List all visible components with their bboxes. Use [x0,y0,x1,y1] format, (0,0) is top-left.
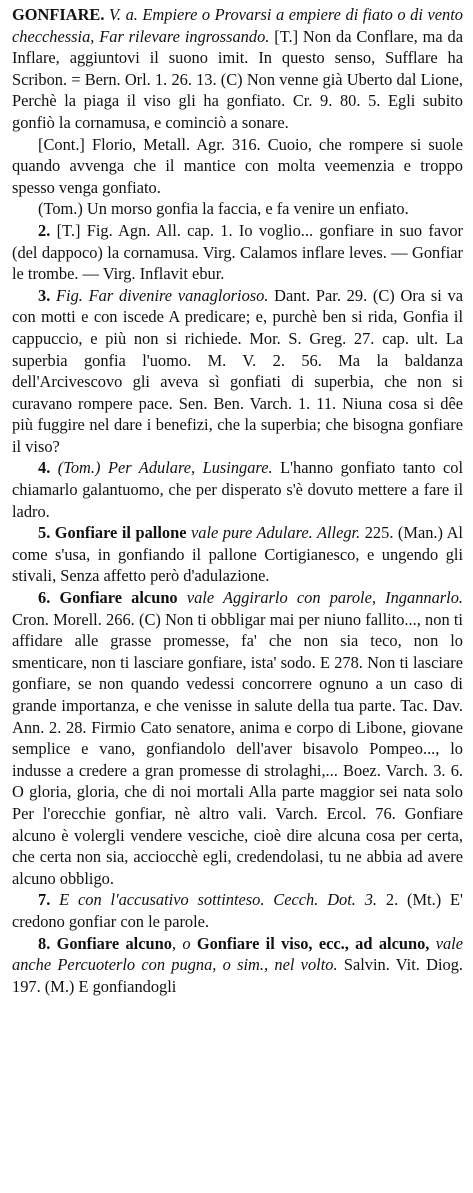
sense-definition: E con l'accusativo sottinteso. Cecch. Dot. 3. [50,890,378,910]
sense-lead: 5. Gonfiare il pallone [38,523,187,543]
sense-connector: , o [171,933,197,953]
sense-text: 225. (Man.) Al come s'usa, in gonfiando il pallone Cortigianesco, e ungendo gli stivali, Senza affetto però d'adulazione. [12,523,463,586]
sense-2 [12,220,463,285]
sense-lead-alt: Gonfiare il viso, ecc., ad alcuno, [196,933,430,953]
citation-florio [12,134,463,199]
sense-text: Cron. Morell. 266. (C) Non ti obbligar mai per niuno fallito..., non ti affidare alle grasse promesse, fa' che non sia teco, non lo smenticare, non ti lasciare gonfiare, ista' sodo. E 278. Non ti lasciare gonfiare, se non quando vedessi concorrere ognuno a un caso di grande importanza, e che venisse in salute della tua parte. Tac. Dav. Ann. 2. 28. Firmio Cato senatore, anima e corpo di Libone, giovane semplice e vano, gonfiandolo dell'aver bisavolo Pompeo..., lo indusse a credere a gran promesse di strolaghi,... Boez. Varch. 3. 6. O gloria, gloria, che di noi mortali Alla parte maggior sei nata solo Per l'orecchie gonfiar, nè altro vali. Varch. Ercol. 76. Gonfiare alcuno è volergli vendere vesciche, cioè dire alcuna cosa per certa, che certa non sia, acciocchè egli, credendolasi, tu ne abbia ad avere alcuno obbligo. [12,609,463,888]
citation-text: [Cont.] Florio, Metall. Agr. 316. Cuoio, che rompere si suole quando avvenga che il mantice con molta veemenzia e troppo spesso venga gonfiato. [12,134,463,197]
sense-number: 4. [38,458,51,478]
citation-tom [12,198,463,220]
sense-text: 2. (Mt.) E' credono gonfiar con le parole. [12,890,463,931]
sense-definition: vale pure Adulare. Allegr. [186,523,361,543]
sense-number: 7. [38,890,51,910]
sense-number: 2. [38,220,51,240]
grammar-definition: V. a. Empiere o Provarsi a empiere di fiato o di vento checchessia, Far rilevare ingrossando. [12,5,463,46]
entry-definition-main [12,4,463,134]
etymology-and-citations: [T.] Non da Conflare, ma da Inflare, aggiuntovi il suono imit. In questo senso, Sufflare ha Scribon. = Bern. Orl. 1. 26. 13. (C) Non venne già Uberto dal Lione, Perchè la piaga il viso gli ha gonfiato. Cr. 9. 80. 5. Egli subito gonfiò la cornamusa, e cominciò a sonare. [12,26,463,132]
sense-4 [12,457,463,522]
sense-3 [12,285,463,458]
sense-definition: vale anche Percuoterlo con pugna, o sim., nel volto. [12,933,463,975]
sense-6 [12,587,463,889]
sense-text: Dant. Par. 29. (C) Ora si va con motti e con iscede A predicare; e, purchè ben si rida, Gonfia il cappuccio, e più non si richiede. Mor. S. Greg. 27. cap. ult. La superbia gonfia l'uomo. M. V. 2. 56. Ma la baldanza dell'Arcivescovo gli aveva sì gonfiati di superbia, che non si curavano rompere pace. Sen. Ben. Varch. 1. 11. Niuna cosa si dêe più fuggire nel dare i benefizi, che la superbia; che bisogna gonfiare il viso? [12,285,463,456]
sense-text: Salvin. Vit. Diog. 197. (M.) E gonfiandogli [12,955,464,996]
sense-lead: 8. Gonfiare alcuno [38,933,172,953]
sense-definition: Fig. Far divenire vanaglorioso. [50,285,269,305]
sense-8 [12,933,463,998]
sense-lead: 6. Gonfiare alcuno [38,588,178,608]
sense-definition: vale Aggirarlo con parole, Ingannarlo. [177,588,464,608]
sense-7 [12,889,463,932]
sense-number: 3. [38,285,51,305]
sense-text: [T.] Fig. Agn. All. cap. 1. Io voglio... gonfiare in suo favor (del dappoco) la cornamusa. Virg. Calamos inflare leves. — Gonfiar le trombe. — Virg. Inflavit ebur. [12,220,463,284]
sense-5 [12,522,463,587]
sense-text: L'hanno gonfiato tanto col chiamarlo galantuomo, che per disperato s'è dovuto mettere a fare il ladro. [12,458,463,521]
sense-definition: (Tom.) Per Adulare, Lusingare. [50,458,273,478]
headword: GONFIARE. [12,5,105,24]
citation-text: (Tom.) Un morso gonfia la faccia, e fa venire un enfiato. [38,199,409,219]
